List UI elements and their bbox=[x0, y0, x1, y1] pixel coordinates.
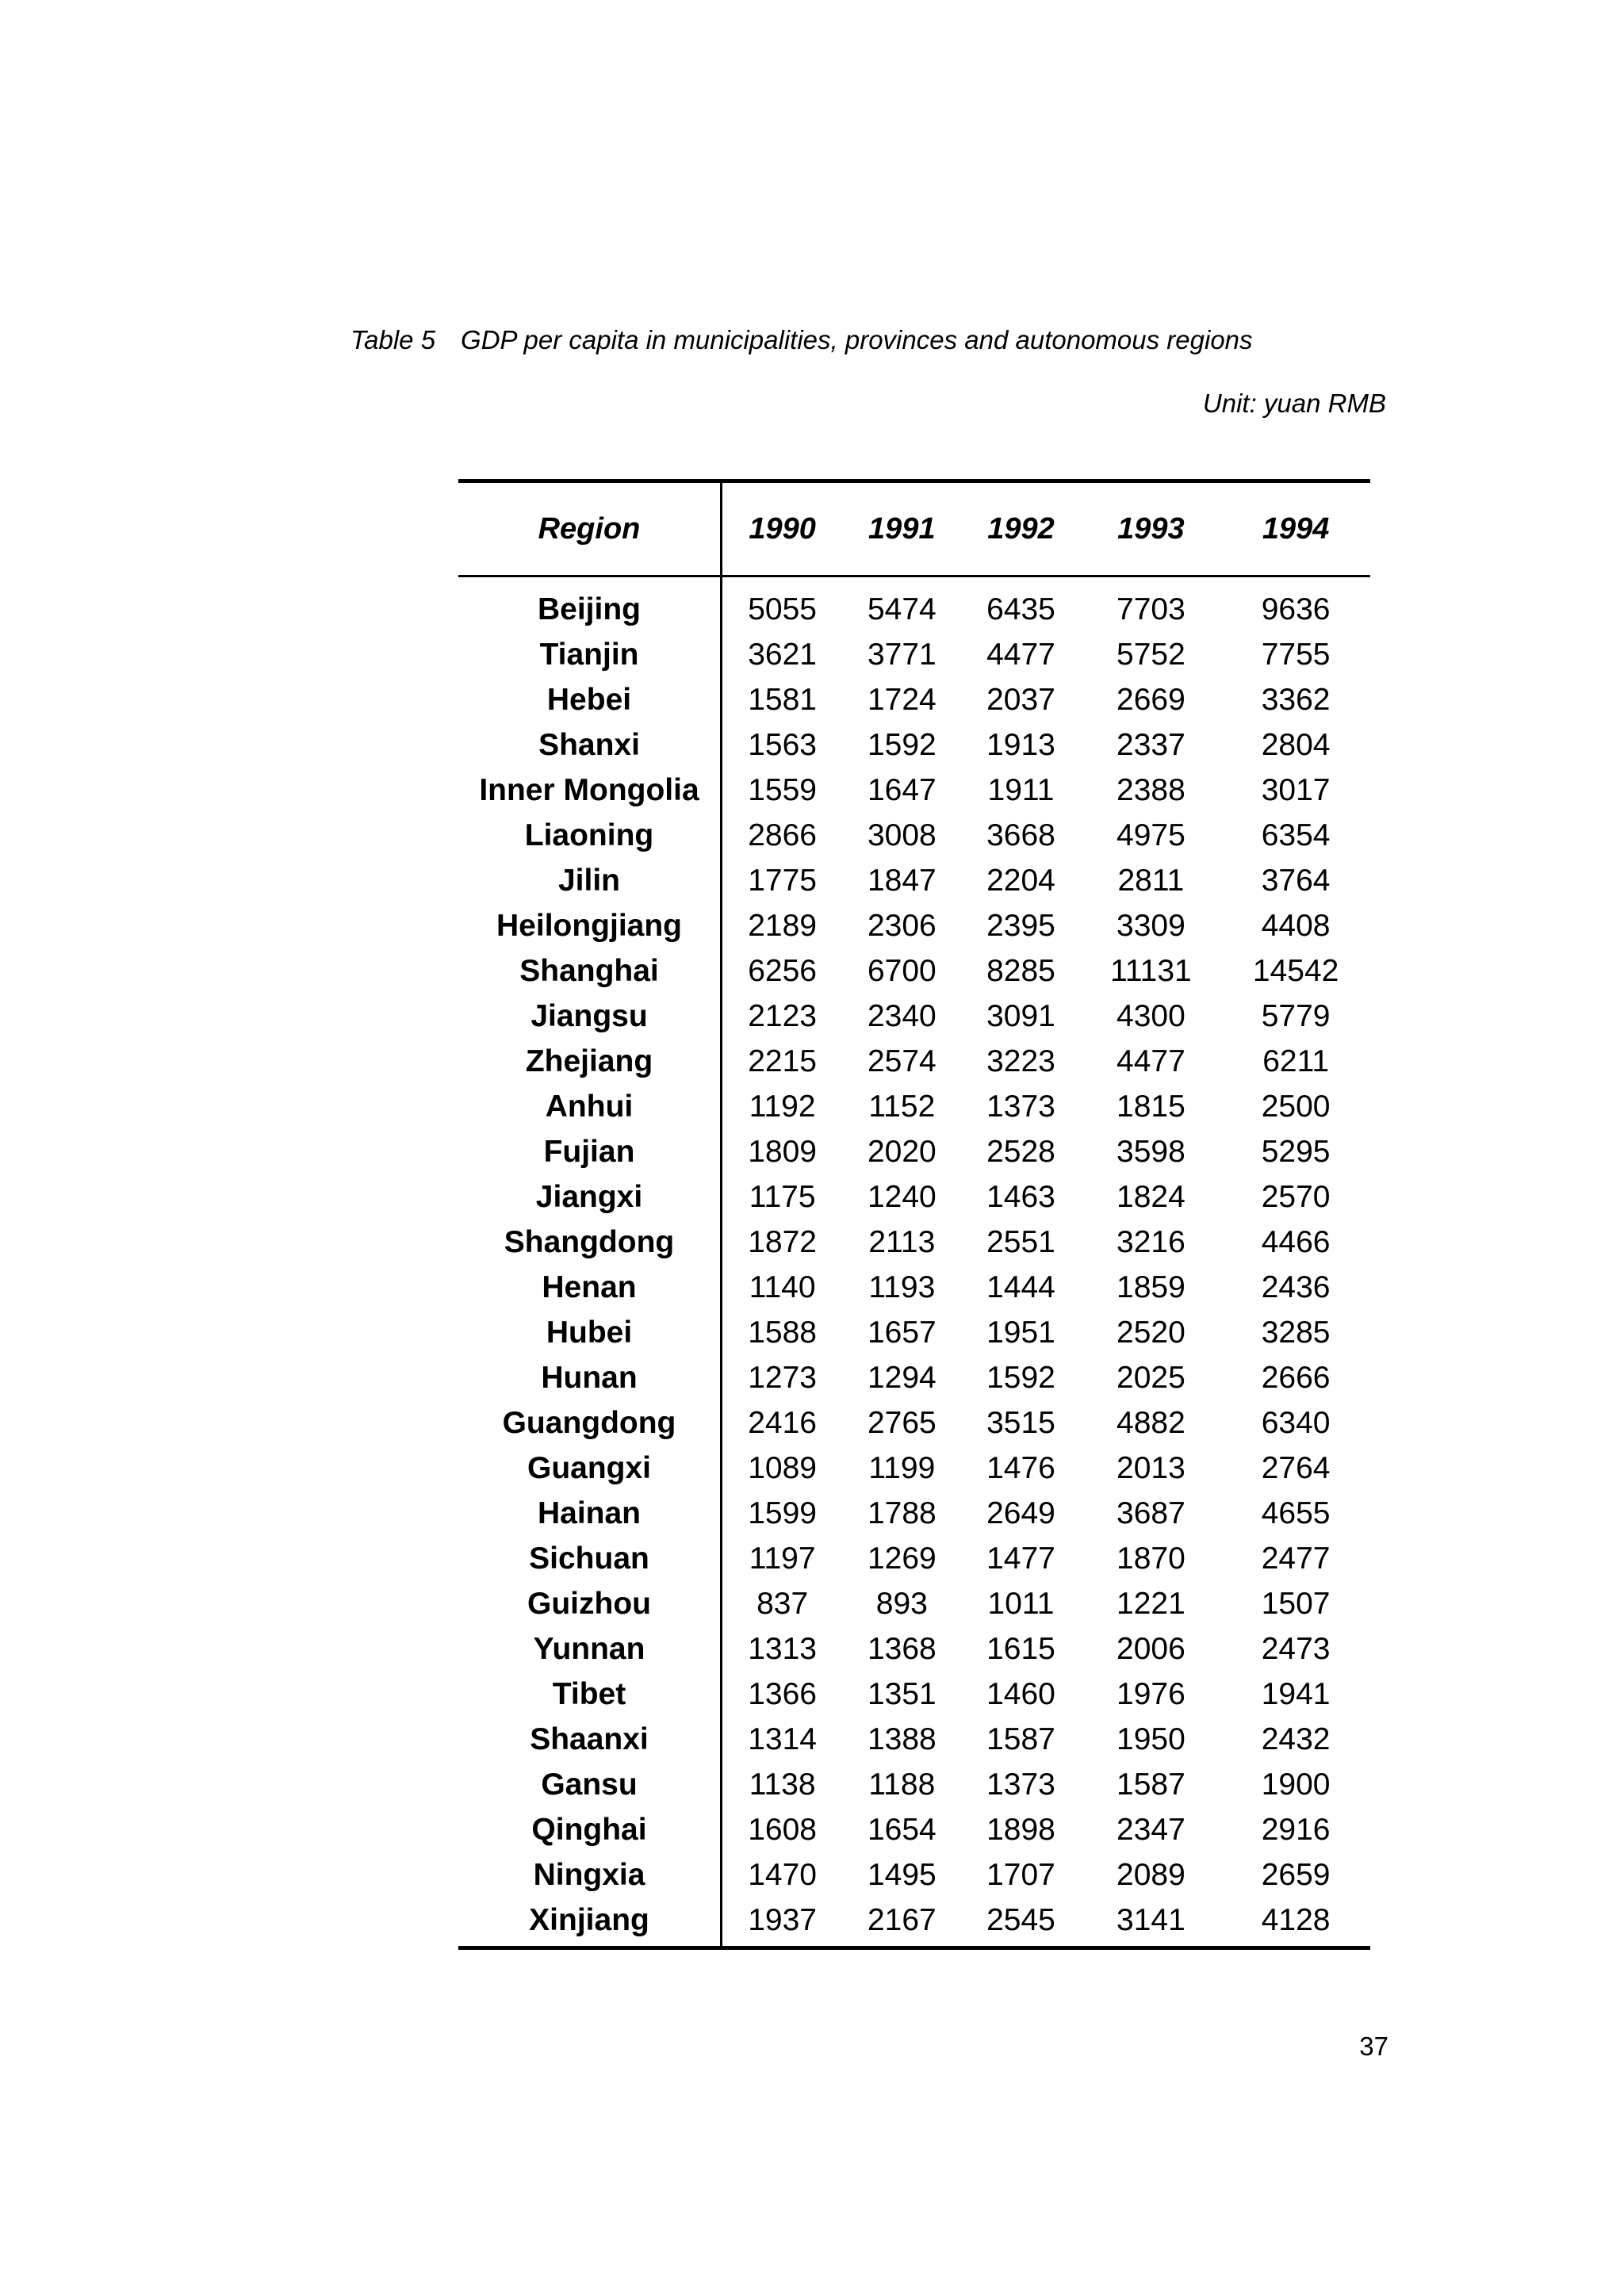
region-name-cell: Hubei bbox=[458, 1310, 722, 1355]
value-cell-1992: 2551 bbox=[986, 1224, 1055, 1259]
value-cell-1991: 1724 bbox=[867, 682, 936, 717]
table-row bbox=[458, 813, 1370, 858]
value-cell-1992: 3515 bbox=[986, 1405, 1055, 1440]
value-cell-1991: 893 bbox=[875, 1586, 928, 1621]
value-cell-1990: 1138 bbox=[749, 1767, 816, 1802]
value-cell-1993: 1815 bbox=[1116, 1089, 1185, 1124]
value-cell-1993: 1870 bbox=[1116, 1541, 1185, 1576]
table-row bbox=[458, 1039, 1370, 1084]
value-cell-1994: 2473 bbox=[1261, 1631, 1331, 1666]
value-cell-1992: 1011 bbox=[987, 1586, 1055, 1621]
value-cell-1991: 2167 bbox=[842, 1898, 961, 1948]
value-cell-1992: 1592 bbox=[986, 1360, 1055, 1395]
value-cell-1992: 1951 bbox=[986, 1315, 1055, 1350]
region-name-cell: Ningxia bbox=[458, 1852, 722, 1898]
value-cell-1992: 2528 bbox=[986, 1134, 1055, 1169]
table-row bbox=[458, 1355, 1370, 1400]
region-name-cell: Shaanxi bbox=[458, 1717, 722, 1762]
region-name-cell: Heilongjiang bbox=[458, 903, 722, 948]
value-cell-1993: 4300 bbox=[1116, 998, 1185, 1033]
value-cell-1991: 1788 bbox=[867, 1496, 936, 1530]
unit-note: Unit: yuan RMB bbox=[1202, 389, 1386, 418]
table-row bbox=[458, 722, 1370, 768]
table-row bbox=[458, 858, 1370, 903]
value-cell-1992: 6435 bbox=[986, 592, 1055, 626]
value-cell-1992: 1373 bbox=[986, 1089, 1055, 1124]
value-cell-1993: 2520 bbox=[1116, 1315, 1185, 1350]
value-cell-1993: 3687 bbox=[1116, 1496, 1185, 1530]
value-cell-1991: 2340 bbox=[867, 998, 936, 1033]
value-cell-1990: 1599 bbox=[748, 1496, 817, 1530]
table-row bbox=[458, 903, 1370, 948]
table-row bbox=[458, 576, 1370, 633]
value-cell-1991: 1269 bbox=[867, 1541, 936, 1576]
value-cell-1992: 2204 bbox=[986, 863, 1055, 898]
header-region: Region bbox=[458, 481, 722, 576]
value-cell-1992: 1444 bbox=[986, 1270, 1055, 1304]
value-cell-1994: 4466 bbox=[1261, 1224, 1331, 1259]
value-cell-1991: 1657 bbox=[867, 1315, 936, 1350]
value-cell-1990: 1809 bbox=[748, 1134, 817, 1169]
value-cell-1992: 8285 bbox=[986, 953, 1055, 988]
region-name-cell: Hunan bbox=[458, 1355, 722, 1400]
value-cell-1993: 3598 bbox=[1116, 1134, 1185, 1169]
value-cell-1994: 1900 bbox=[1261, 1767, 1331, 1802]
region-name-cell: Shanxi bbox=[458, 722, 722, 768]
table-row bbox=[458, 1762, 1370, 1807]
region-name-cell: Tibet bbox=[458, 1672, 722, 1717]
value-cell-1991: 1351 bbox=[867, 1676, 936, 1711]
value-cell-1992: 3091 bbox=[986, 998, 1055, 1033]
value-cell-1990: 5055 bbox=[748, 592, 817, 626]
region-name-cell: Xinjiang bbox=[458, 1898, 722, 1948]
table-row bbox=[458, 994, 1370, 1039]
table-row bbox=[458, 1310, 1370, 1355]
value-cell-1992: 2649 bbox=[986, 1496, 1055, 1530]
value-cell-1992: 3668 bbox=[986, 818, 1055, 852]
value-cell-1994: 3764 bbox=[1261, 863, 1331, 898]
region-name-cell: Sichuan bbox=[458, 1536, 722, 1581]
value-cell-1994: 4128 bbox=[1221, 1898, 1370, 1948]
value-cell-1993: 2669 bbox=[1116, 682, 1185, 717]
value-cell-1994: 3285 bbox=[1261, 1315, 1331, 1350]
table-header bbox=[458, 481, 1370, 576]
region-name-cell: Henan bbox=[458, 1265, 722, 1310]
value-cell-1994: 5779 bbox=[1261, 998, 1331, 1033]
value-cell-1994: 6340 bbox=[1261, 1405, 1331, 1440]
region-name-cell: Shanghai bbox=[458, 948, 722, 994]
region-name-cell: Liaoning bbox=[458, 813, 722, 858]
table-row bbox=[458, 1536, 1370, 1581]
value-cell-1990: 6256 bbox=[748, 953, 817, 988]
value-cell-1994: 2666 bbox=[1261, 1360, 1331, 1395]
value-cell-1993: 7703 bbox=[1116, 592, 1185, 626]
value-cell-1992: 1913 bbox=[986, 727, 1055, 762]
value-cell-1990: 1775 bbox=[748, 863, 817, 898]
value-cell-1993: 3216 bbox=[1116, 1224, 1185, 1259]
table-row bbox=[458, 677, 1370, 722]
value-cell-1992: 4477 bbox=[986, 637, 1055, 672]
value-cell-1990: 1089 bbox=[748, 1450, 817, 1485]
value-cell-1994: 6211 bbox=[1262, 1044, 1330, 1078]
region-name-cell: Inner Mongolia bbox=[458, 768, 722, 813]
value-cell-1990: 1313 bbox=[748, 1631, 817, 1666]
value-cell-1994: 14542 bbox=[1252, 953, 1339, 988]
value-cell-1994: 3017 bbox=[1261, 772, 1331, 807]
value-cell-1992: 1460 bbox=[986, 1676, 1055, 1711]
value-cell-1990: 1140 bbox=[749, 1270, 816, 1304]
value-cell-1990: 1872 bbox=[748, 1224, 817, 1259]
table-row bbox=[458, 1491, 1370, 1536]
value-cell-1992: 3223 bbox=[986, 1044, 1055, 1078]
table-body bbox=[458, 576, 1370, 1948]
value-cell-1990: 1470 bbox=[748, 1857, 817, 1892]
value-cell-1993: 1976 bbox=[1116, 1676, 1185, 1711]
table-caption bbox=[350, 325, 1253, 355]
value-cell-1992: 1707 bbox=[986, 1857, 1055, 1892]
table-row bbox=[458, 1717, 1370, 1762]
value-cell-1994: 2804 bbox=[1261, 727, 1331, 762]
value-cell-1990: 1581 bbox=[748, 682, 817, 717]
value-cell-1992: 1373 bbox=[986, 1767, 1055, 1802]
value-cell-1990: 1608 bbox=[748, 1812, 817, 1847]
value-cell-1993: 4477 bbox=[1116, 1044, 1185, 1078]
value-cell-1990: 1937 bbox=[722, 1898, 843, 1948]
value-cell-1991: 1368 bbox=[867, 1631, 936, 1666]
value-cell-1994: 1507 bbox=[1261, 1586, 1331, 1621]
region-name-cell: Guangdong bbox=[458, 1400, 722, 1446]
table-row bbox=[458, 1807, 1370, 1852]
value-cell-1991: 1654 bbox=[867, 1812, 936, 1847]
value-cell-1991: 2020 bbox=[867, 1134, 936, 1169]
region-name-cell: Zhejiang bbox=[458, 1039, 722, 1084]
table-row bbox=[458, 768, 1370, 813]
table-row bbox=[458, 1852, 1370, 1898]
value-cell-1994: 5295 bbox=[1261, 1134, 1331, 1169]
value-cell-1991: 6700 bbox=[867, 953, 936, 988]
value-cell-1991: 2765 bbox=[867, 1405, 936, 1440]
value-cell-1991: 1847 bbox=[867, 863, 936, 898]
value-cell-1994: 1941 bbox=[1261, 1676, 1331, 1711]
value-cell-1992: 1911 bbox=[987, 772, 1055, 807]
region-name-cell: Beijing bbox=[458, 576, 722, 633]
value-cell-1990: 1588 bbox=[748, 1315, 817, 1350]
value-cell-1991: 1240 bbox=[867, 1179, 936, 1214]
table-row bbox=[458, 632, 1370, 677]
table-row bbox=[458, 1400, 1370, 1446]
value-cell-1990: 2866 bbox=[748, 818, 817, 852]
region-name-cell: Tianjin bbox=[458, 632, 722, 677]
value-cell-1991: 3008 bbox=[867, 818, 936, 852]
gdp-table bbox=[458, 479, 1370, 1950]
value-cell-1990: 1559 bbox=[748, 772, 817, 807]
value-cell-1993: 1824 bbox=[1116, 1179, 1185, 1214]
header-row bbox=[458, 481, 1370, 576]
region-name-cell: Hebei bbox=[458, 677, 722, 722]
value-cell-1990: 1192 bbox=[749, 1089, 816, 1124]
value-cell-1993: 4882 bbox=[1116, 1405, 1185, 1440]
header-1993: 1993 bbox=[1081, 481, 1222, 576]
value-cell-1994: 2570 bbox=[1261, 1179, 1331, 1214]
value-cell-1991: 1592 bbox=[867, 727, 936, 762]
value-cell-1991: 5474 bbox=[867, 592, 936, 626]
value-cell-1994: 4408 bbox=[1261, 908, 1331, 943]
value-cell-1990: 2123 bbox=[748, 998, 817, 1033]
value-cell-1991: 1152 bbox=[868, 1089, 936, 1124]
header-1994: 1994 bbox=[1221, 481, 1370, 576]
value-cell-1991: 1388 bbox=[867, 1721, 936, 1756]
table-row bbox=[458, 1581, 1370, 1626]
table-row bbox=[458, 948, 1370, 994]
value-cell-1992: 1615 bbox=[986, 1631, 1055, 1666]
table-row bbox=[458, 1129, 1370, 1174]
value-cell-1992: 2395 bbox=[986, 908, 1055, 943]
value-cell-1993: 2025 bbox=[1116, 1360, 1185, 1395]
value-cell-1993: 3309 bbox=[1116, 908, 1185, 943]
value-cell-1994: 6354 bbox=[1261, 818, 1331, 852]
value-cell-1990: 2215 bbox=[748, 1044, 817, 1078]
value-cell-1991: 1193 bbox=[868, 1270, 936, 1304]
value-cell-1993: 1859 bbox=[1116, 1270, 1185, 1304]
page-number: 37 bbox=[1359, 2032, 1388, 2061]
region-name-cell: Jilin bbox=[458, 858, 722, 903]
value-cell-1990: 2416 bbox=[748, 1405, 817, 1440]
value-cell-1994: 2916 bbox=[1261, 1812, 1331, 1847]
table-row bbox=[458, 1672, 1370, 1717]
value-cell-1990: 1175 bbox=[749, 1179, 816, 1214]
region-name-cell: Jiangxi bbox=[458, 1174, 722, 1220]
value-cell-1993: 2337 bbox=[1116, 727, 1185, 762]
table-number: Table 5 bbox=[350, 325, 436, 354]
value-cell-1992: 1477 bbox=[986, 1541, 1055, 1576]
value-cell-1993: 11131 bbox=[1110, 953, 1192, 988]
value-cell-1991: 3771 bbox=[867, 637, 936, 672]
value-cell-1991: 2574 bbox=[867, 1044, 936, 1078]
value-cell-1990: 3621 bbox=[748, 637, 817, 672]
header-1990: 1990 bbox=[722, 481, 843, 576]
value-cell-1992: 1898 bbox=[986, 1812, 1055, 1847]
region-name-cell: Gansu bbox=[458, 1762, 722, 1807]
region-name-cell: Anhui bbox=[458, 1084, 722, 1129]
region-name-cell: Yunnan bbox=[458, 1626, 722, 1672]
value-cell-1993: 4975 bbox=[1116, 818, 1185, 852]
value-cell-1992: 1587 bbox=[986, 1721, 1055, 1756]
region-name-cell: Hainan bbox=[458, 1491, 722, 1536]
value-cell-1993: 2013 bbox=[1116, 1450, 1185, 1485]
value-cell-1991: 1495 bbox=[867, 1857, 936, 1892]
value-cell-1993: 2006 bbox=[1116, 1631, 1185, 1666]
value-cell-1990: 1563 bbox=[748, 727, 817, 762]
value-cell-1994: 2500 bbox=[1261, 1089, 1331, 1124]
value-cell-1990: 837 bbox=[756, 1586, 809, 1621]
value-cell-1994: 2436 bbox=[1261, 1270, 1331, 1304]
value-cell-1993: 2347 bbox=[1116, 1812, 1185, 1847]
region-name-cell: Jiangsu bbox=[458, 994, 722, 1039]
value-cell-1994: 9636 bbox=[1261, 592, 1331, 626]
value-cell-1994: 7755 bbox=[1261, 637, 1331, 672]
value-cell-1990: 1273 bbox=[748, 1360, 817, 1395]
value-cell-1994: 2477 bbox=[1261, 1541, 1331, 1576]
value-cell-1992: 2545 bbox=[961, 1898, 1080, 1948]
value-cell-1994: 2432 bbox=[1261, 1721, 1331, 1756]
value-cell-1993: 5752 bbox=[1116, 637, 1185, 672]
value-cell-1991: 1647 bbox=[867, 772, 936, 807]
value-cell-1993: 2811 bbox=[1117, 863, 1185, 898]
region-name-cell: Qinghai bbox=[458, 1807, 722, 1852]
table-row bbox=[458, 1898, 1370, 1948]
table-row bbox=[458, 1446, 1370, 1491]
value-cell-1990: 2189 bbox=[748, 908, 817, 943]
value-cell-1992: 2037 bbox=[986, 682, 1055, 717]
value-cell-1993: 2089 bbox=[1116, 1857, 1185, 1892]
value-cell-1992: 1463 bbox=[986, 1179, 1055, 1214]
value-cell-1991: 2306 bbox=[867, 908, 936, 943]
table-row bbox=[458, 1626, 1370, 1672]
value-cell-1991: 1188 bbox=[868, 1767, 936, 1802]
value-cell-1990: 1366 bbox=[748, 1676, 817, 1711]
region-name-cell: Guangxi bbox=[458, 1446, 722, 1491]
header-1991: 1991 bbox=[842, 481, 961, 576]
value-cell-1990: 1197 bbox=[749, 1541, 816, 1576]
value-cell-1990: 1314 bbox=[748, 1721, 817, 1756]
value-cell-1991: 1199 bbox=[868, 1450, 936, 1485]
value-cell-1991: 1294 bbox=[867, 1360, 936, 1395]
region-name-cell: Fujian bbox=[458, 1129, 722, 1174]
value-cell-1994: 2659 bbox=[1261, 1857, 1331, 1892]
table-row bbox=[458, 1174, 1370, 1220]
value-cell-1994: 3362 bbox=[1261, 682, 1331, 717]
value-cell-1994: 4655 bbox=[1261, 1496, 1331, 1530]
region-name-cell: Shangdong bbox=[458, 1220, 722, 1265]
table-row bbox=[458, 1265, 1370, 1310]
value-cell-1993: 3141 bbox=[1081, 1898, 1222, 1948]
table-title: GDP per capita in municipalities, provinces and autonomous regions bbox=[461, 325, 1253, 354]
value-cell-1993: 2388 bbox=[1116, 772, 1185, 807]
table-row bbox=[458, 1220, 1370, 1265]
value-cell-1993: 1950 bbox=[1116, 1721, 1185, 1756]
value-cell-1991: 2113 bbox=[868, 1224, 936, 1259]
header-1992: 1992 bbox=[961, 481, 1080, 576]
value-cell-1993: 1587 bbox=[1116, 1767, 1185, 1802]
region-name-cell: Guizhou bbox=[458, 1581, 722, 1626]
table-row bbox=[458, 1084, 1370, 1129]
value-cell-1993: 1221 bbox=[1116, 1586, 1185, 1621]
value-cell-1994: 2764 bbox=[1261, 1450, 1331, 1485]
value-cell-1992: 1476 bbox=[986, 1450, 1055, 1485]
